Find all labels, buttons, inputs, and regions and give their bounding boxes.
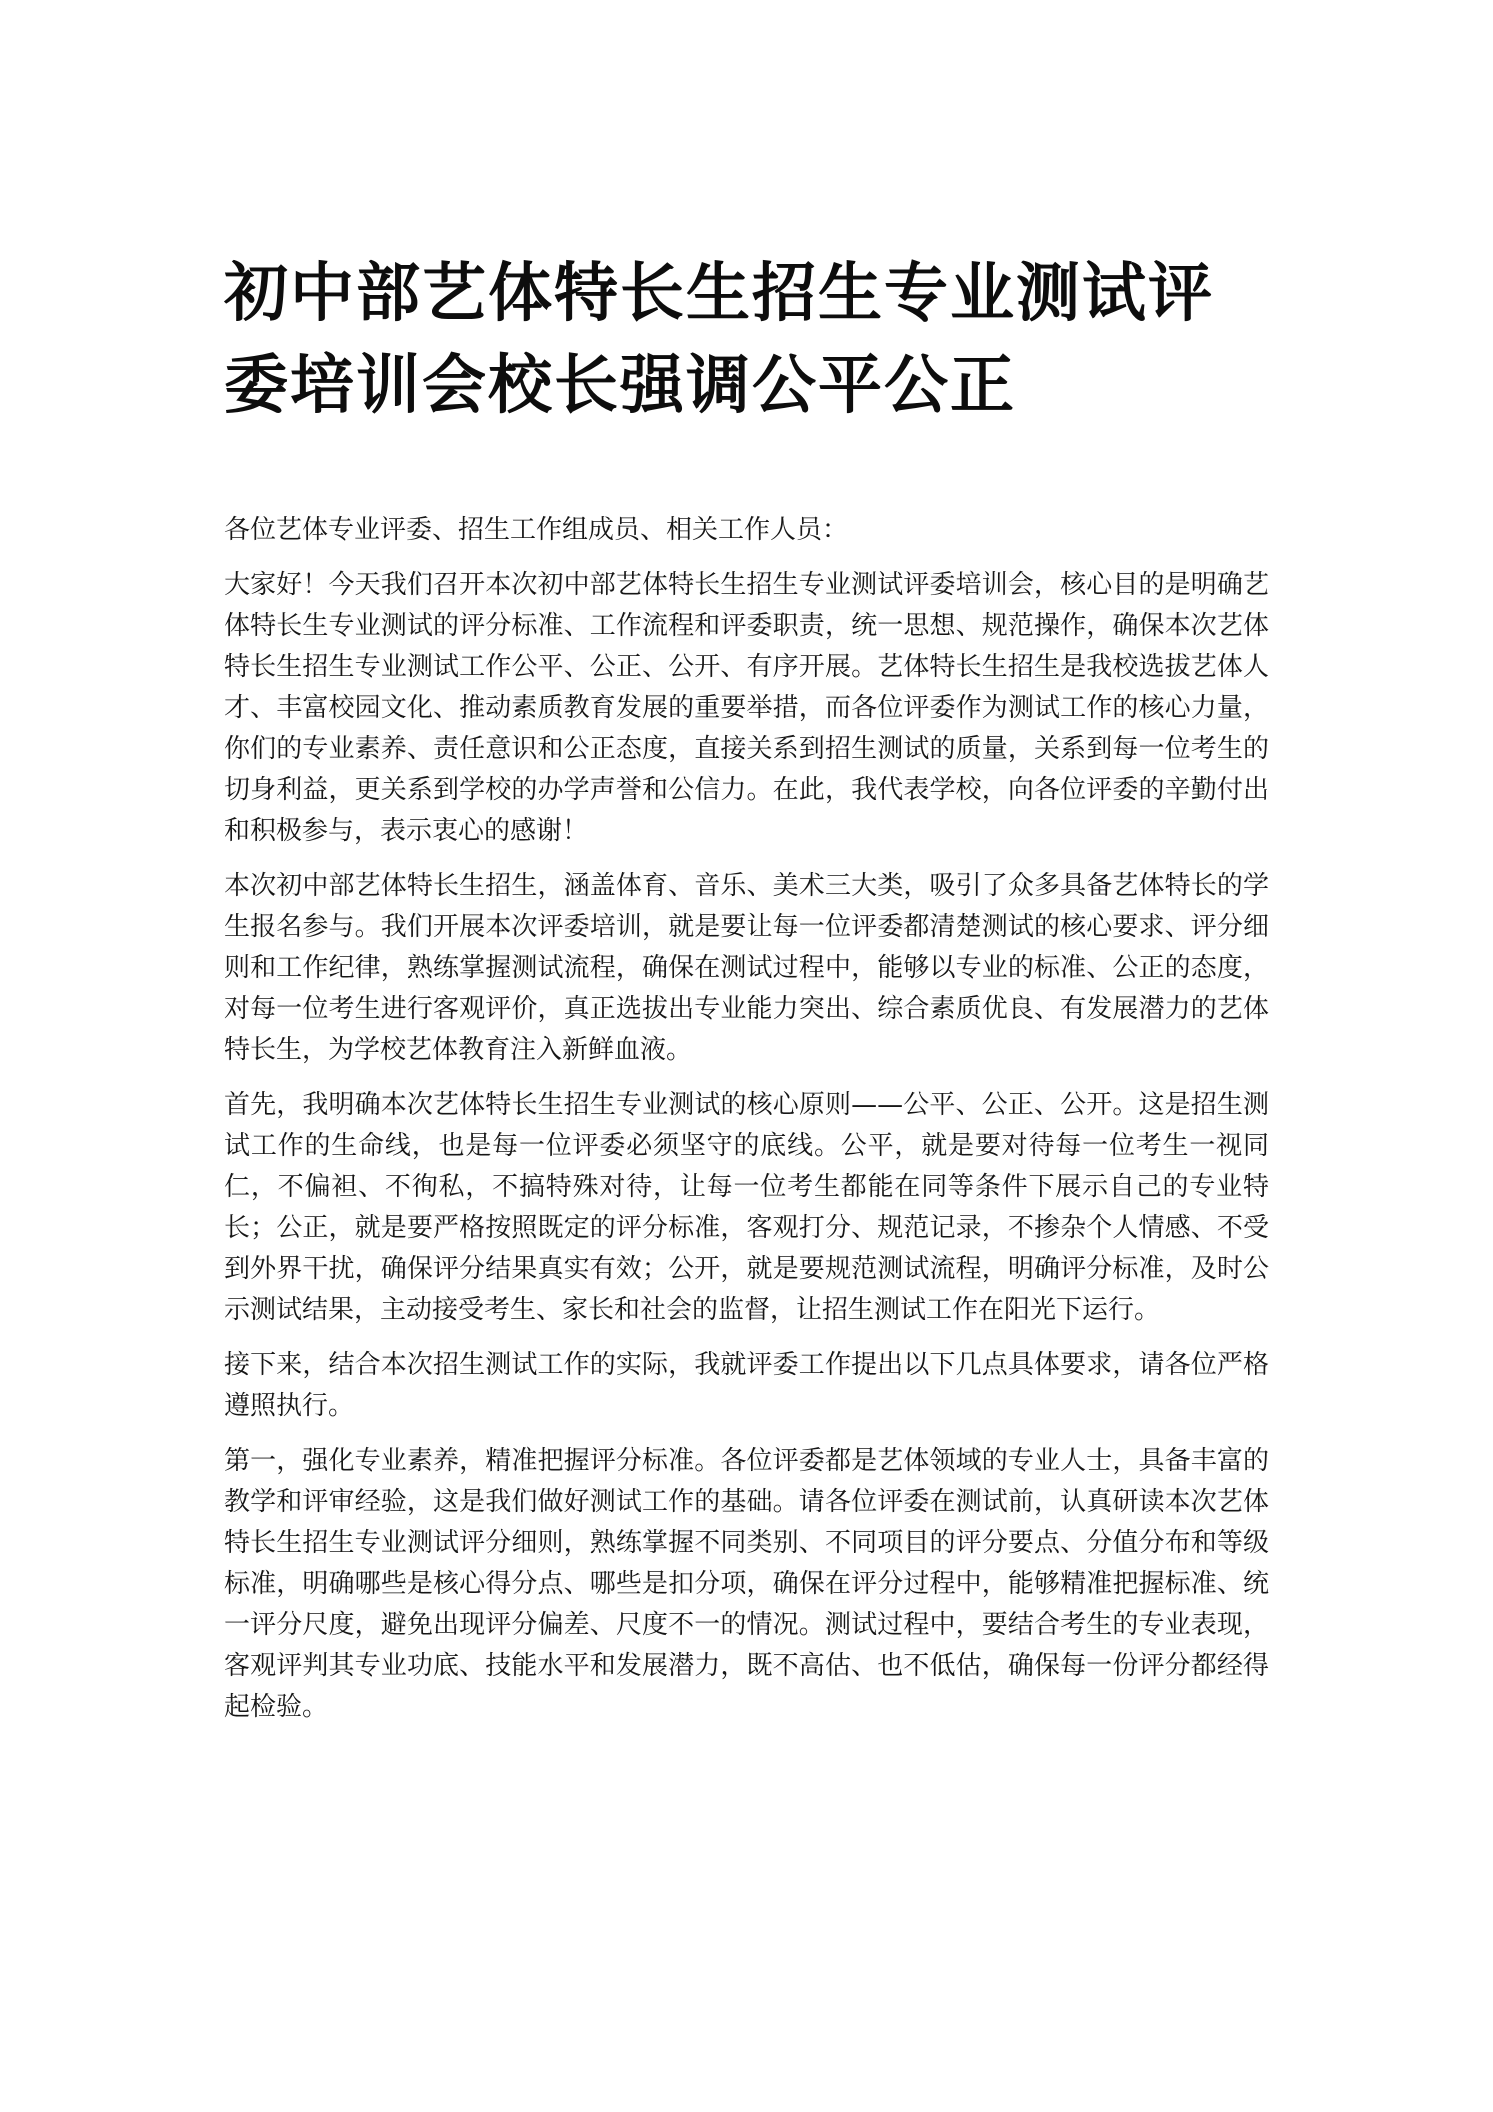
document-title-line-2: 委培训会校长强调公平公正: [224, 349, 1016, 423]
salutation: 各位艺体专业评委、招生工作组成员、相关工作人员：: [224, 515, 849, 545]
paragraph-requirement-1: 第一，强化专业素养，精准把握评分标准。各位评委都是艺体领域的专业人士，具备丰富的教学和评审经验，这是我们做好测试工作的基础。请各位评委在测试前，认真研读本次艺体特长生招生专业测试评分细则，熟练掌握不同类别、不同项目的评分要点、分值分布和等级标准，明确哪些是核心得分点、哪些是扣分项，确保在评分过程中，能够精准把握标准、统一评分尺度，避免出现评分偏差、尺度不一的情况。测试过程中，要结合考生的专业表现，客观评判其专业功底、技能水平和发展潜力，既不高估、也不低估，确保每一份评分都经得起检验。: [224, 1446, 1269, 1722]
document-title-line-1: 初中部艺体特长生招生专业测试评: [224, 257, 1214, 331]
paragraph-requirements-intro: 接下来，结合本次招生测试工作的实际，我就评委工作提出以下几点具体要求，请各位严格遵照执行。: [224, 1350, 1269, 1421]
paragraph-purpose: 本次初中部艺体特长生招生，涵盖体育、音乐、美术三大类，吸引了众多具备艺体特长的学生报名参与。我们开展本次评委培训，就是要让每一位评委都清楚测试的核心要求、评分细则和工作纪律，熟练掌握测试流程，确保在测试过程中，能够以专业的标准、公正的态度，对每一位考生进行客观评价，真正选拔出专业能力突出、综合素质优良、有发展潜力的艺体特长生，为学校艺体教育注入新鲜血液。: [224, 871, 1269, 1065]
document-body: [224, 510, 1269, 1742]
document-title: [224, 248, 1284, 432]
paragraph-greeting: 大家好！今天我们召开本次初中部艺体特长生招生专业测试评委培训会，核心目的是明确艺体特长生专业测试的评分标准、工作流程和评委职责，统一思想、规范操作，确保本次艺体特长生招生专业测试工作公平、公正、公开、有序开展。艺体特长生招生是我校选拔艺体人才、丰富校园文化、推动素质教育发展的重要举措，而各位评委作为测试工作的核心力量，你们的专业素养、责任意识和公正态度，直接关系到招生测试的质量，关系到每一位考生的切身利益，更关系到学校的办学声誉和公信力。在此，我代表学校，向各位评委的辛勤付出和积极参与，表示衷心的感谢！: [224, 570, 1269, 846]
paragraph-principles: 首先，我明确本次艺体特长生招生专业测试的核心原则——公平、公正、公开。这是招生测试工作的生命线，也是每一位评委必须坚守的底线。公平，就是要对待每一位考生一视同仁，不偏袒、不徇私，不搞特殊对待，让每一位考生都能在同等条件下展示自己的专业特长；公正，就是要严格按照既定的评分标准，客观打分、规范记录，不掺杂个人情感、不受到外界干扰，确保评分结果真实有效；公开，就是要规范测试流程，明确评分标准，及时公示测试结果，主动接受考生、家长和社会的监督，让招生测试工作在阳光下运行。: [224, 1090, 1269, 1325]
